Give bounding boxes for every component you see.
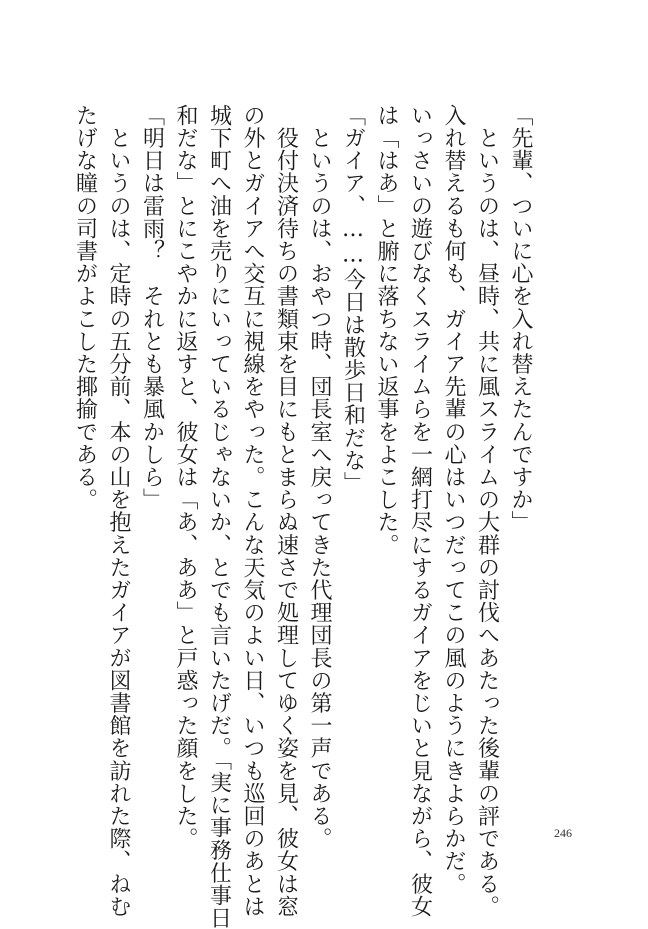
text-line: というのは、おやつ時、団長室へ戻ってきた代理団長の第一声である。 — [307, 104, 332, 850]
text-line: というのは、定時の五分前、本の山を抱えたガイアが図書館を訪れた際、ねむ — [106, 104, 131, 918]
text-line: は「はあ」と腑に落ちない返事をよこした。 — [374, 104, 399, 556]
text-line: の外とガイアへ交互に視線をやった。こんな天気のよい日、いつも巡回のあとは — [240, 104, 265, 918]
text-line: 城下町へ油を売りにいっているじゃないか、とでも言いたげだ。「実に事務仕事日 — [206, 104, 232, 929]
text-line: 和だな」とにこやかに返すと、彼女は「あ、ああ」と戸惑った顔をした。 — [173, 104, 198, 850]
text-line: というのは、昼時、共に風スライムの大群の討伐へあたった後輩の評である。 — [474, 104, 500, 918]
page-number: 246 — [554, 826, 572, 840]
vertical-text-block — [68, 104, 537, 929]
text-line: 役付決済待ちの書類束を目にもとまらぬ速さで処理してゆく姿を見、彼女は窓 — [273, 104, 299, 918]
text-line: 入れ替えるも何も、ガイア先輩の心はいつだってこの風のようにきよらかだ。 — [441, 104, 466, 895]
text-line: 「明日は雷雨？ それとも暴風かしら」 — [139, 104, 165, 511]
text-line: いっさいの遊びなくスライムらを一網打尽にするガイアをじいと見ながら、彼女 — [407, 104, 433, 918]
text-line: 「ガイア、……今日は散歩日和だな」 — [340, 104, 366, 495]
text-line: たげな瞳の司書がよこした揶揄である。 — [72, 104, 98, 511]
text-line: 「先輩、ついに心を入れ替えたんですか」 — [508, 104, 533, 534]
